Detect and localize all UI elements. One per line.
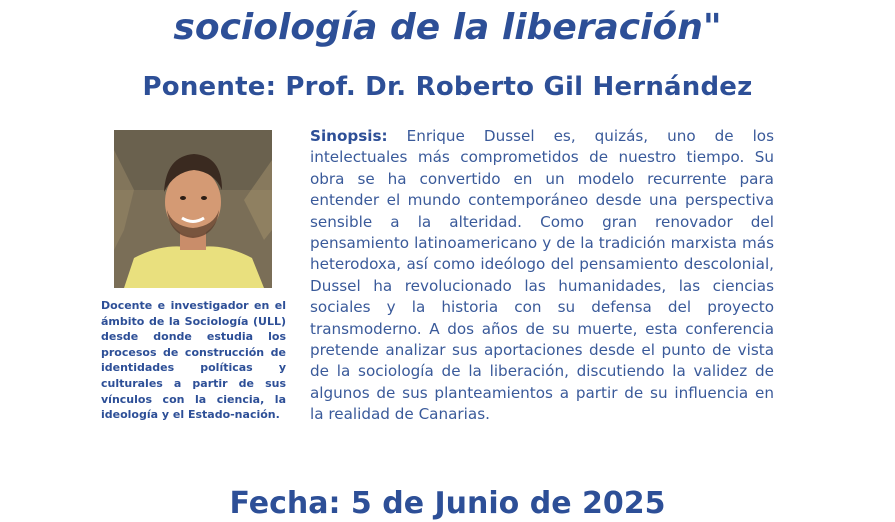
synopsis-label: Sinopsis: — [310, 127, 388, 145]
event-date: Fecha: 5 de Junio de 2025 — [229, 486, 666, 521]
speaker-photo — [114, 130, 272, 288]
event-title: sociología de la liberación" — [173, 7, 722, 48]
speaker-line: Ponente: Prof. Dr. Roberto Gil Hernández — [142, 72, 753, 102]
synopsis-text: Enrique Dussel es, quizás, uno de los intelectuales más comprometidos de nuestro tiempo. Su obra se ha convertido en un modelo recurrente para entender el mundo contemporáneo desde una perspectiva sensible a la alteridad. Como gran renovador del pensamiento latinoamericano y de la tradición marxista más heterodoxa, así como ideólogo del pensamiento descolonial, Dussel ha revolucionado las humanidades, las ciencias sociales y la historia con su defensa del proyecto transmoderno. A dos años de su muerte, esta conferencia pretende analizar sus aportaciones desde el punto de vista de la sociología de la liberación, discutiendo la validez de algunos de sus planteamientos a partir de su influencia en la realidad de Canarias. — [310, 127, 775, 424]
speaker-bio: Docente e investigador en el ámbito de la Sociología (ULL) desde donde estudia los procesos de construcción de identidades políticas y culturales a partir de sus vínculos con la ciencia, la ideología y el Estado-nación. — [101, 299, 286, 422]
synopsis-paragraph — [310, 126, 774, 426]
